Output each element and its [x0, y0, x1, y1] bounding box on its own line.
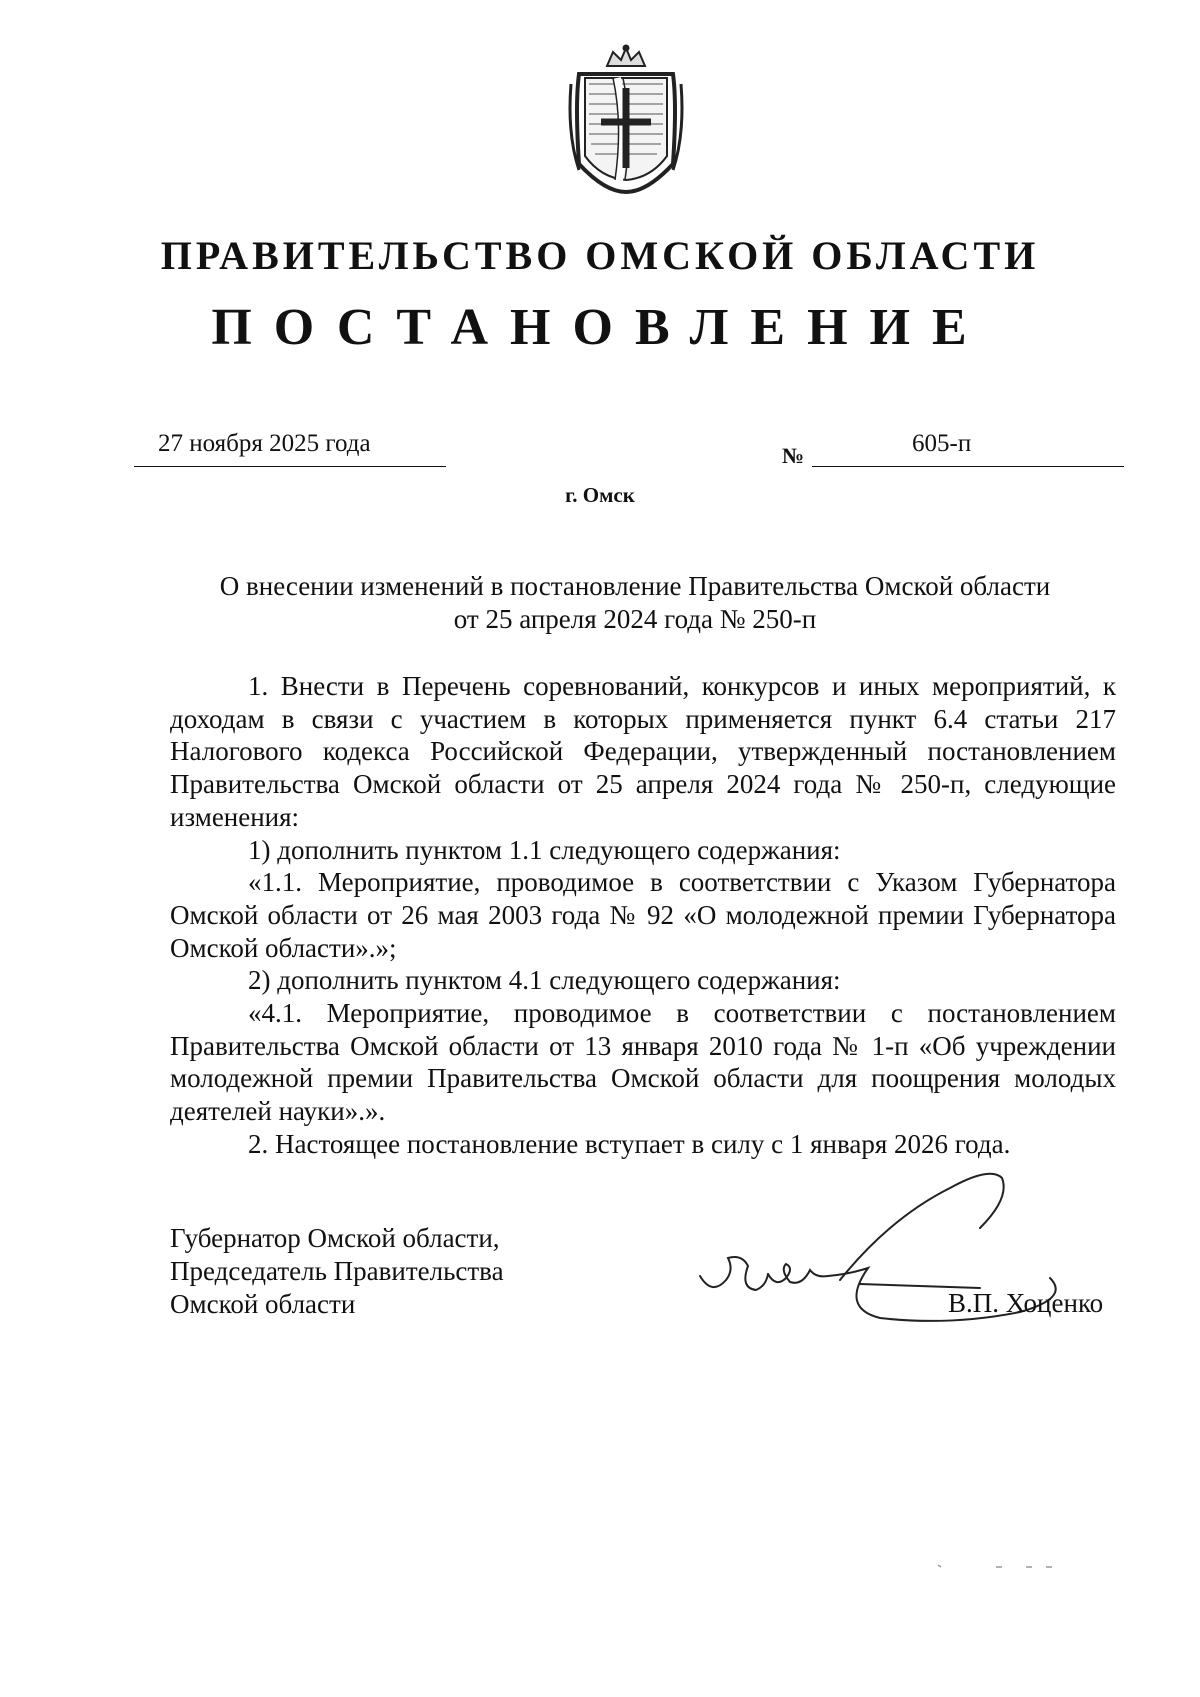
coat-of-arms-icon — [565, 44, 687, 194]
organization-title: ПРАВИТЕЛЬСТВО ОМСКОЙ ОБЛАСТИ — [160, 233, 1040, 278]
signer-title — [170, 1222, 504, 1321]
document-number-field — [812, 430, 1124, 467]
document-body — [170, 670, 1116, 1161]
document-number: 605-п — [912, 430, 972, 457]
scan-mark — [936, 1563, 1056, 1571]
paragraph-6: 2. Настоящее постановление вступает в силу с 1 января 2026 года. — [248, 1128, 1011, 1159]
subject-line-1: О внесении изменений в постановление Правительства Омской области — [219, 571, 1051, 601]
document-subject — [170, 570, 1100, 636]
paragraph-3: «1.1. Мероприятие, проводимое в соответствии с Указом Губернатора Омской области от 26 мая 2003 года № 92 «О молодежной премии Губернатора Омской области».»; — [170, 867, 1116, 963]
paragraph-2: 1) дополнить пунктом 1.1 следующего содержания: — [248, 834, 841, 865]
paragraph-5: «4.1. Мероприятие, проводимое в соответствии с постановлением Правительства Омской области от 13 января 2010 года № 1-п «Об учреждении молодежной премии Правительства Омской области для поощрения молодых деятелей науки».». — [170, 998, 1116, 1127]
signer-title-line-1: Губернатор Омской области, — [170, 1223, 500, 1253]
city-label: г. Омск — [565, 483, 635, 507]
signer-name: В.П. Хоценко — [948, 1288, 1104, 1318]
subject-line-2: от 25 апреля 2024 года № 250-п — [453, 604, 817, 634]
paragraph-1: 1. Внести в Перечень соревнований, конкурсов и иных мероприятий, к доходам в связи с участием в которых применяется пункт 6.4 статьи 217 Налогового кодекса Российской Федерации, утвержденный постановлением Правительства Омской области от 25 апреля 2024 года № 250-п, следующие изменения: — [170, 671, 1116, 832]
number-sign: № — [782, 443, 805, 468]
document-type-title: ПОСТАНОВЛЕНИЕ — [211, 299, 989, 356]
paragraph-4: 2) дополнить пунктом 4.1 следующего содержания: — [248, 965, 841, 996]
document-date-field — [134, 430, 446, 467]
signer-title-line-2: Председатель Правительства — [170, 1256, 504, 1286]
signer-title-line-3: Омской области — [170, 1289, 356, 1319]
handwritten-signature — [690, 1158, 1110, 1358]
document-date: 27 ноября 2025 года — [158, 430, 371, 457]
